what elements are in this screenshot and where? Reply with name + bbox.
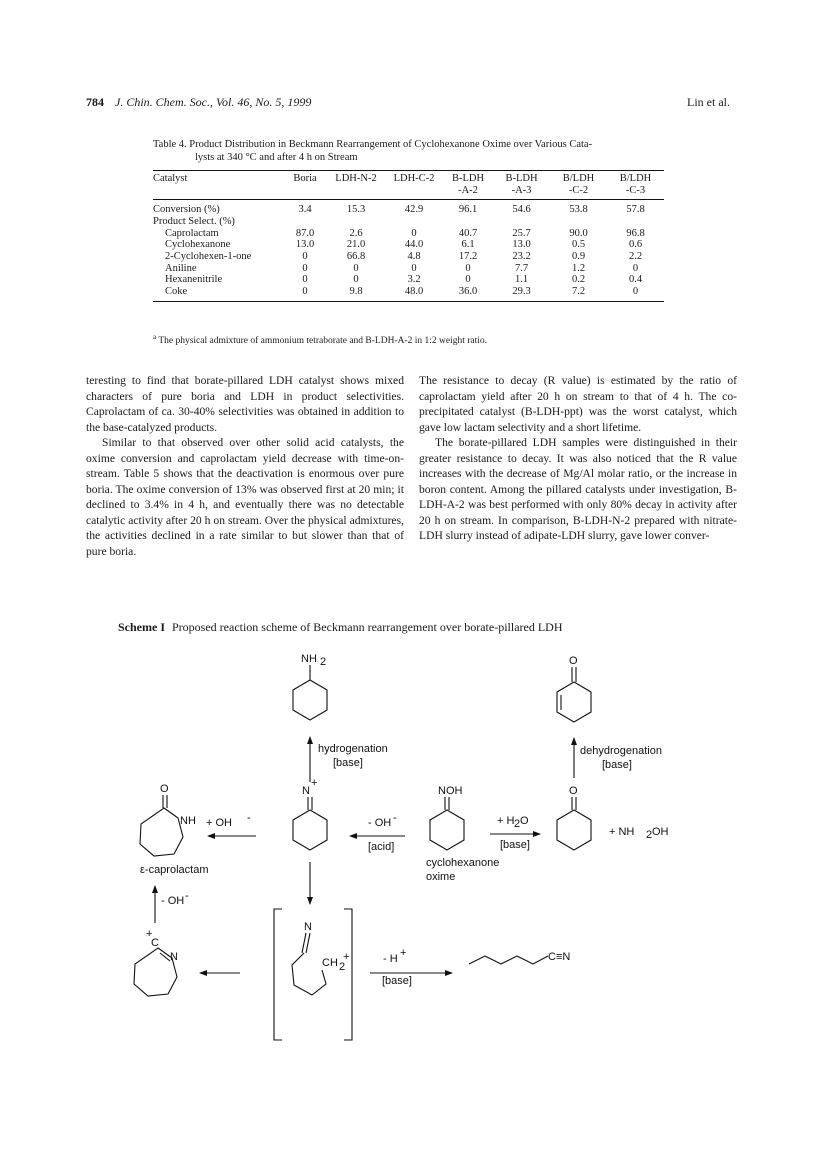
- reaction-scheme-diagram: [0, 640, 816, 1080]
- svg-text:2: 2: [514, 818, 521, 830]
- svg-text:-: -: [185, 890, 189, 902]
- svg-text:+: +: [400, 947, 407, 959]
- svg-text:cyclohexanone: cyclohexanone: [426, 857, 500, 869]
- svg-text:hydrogenation: hydrogenation: [318, 743, 388, 755]
- cyclohexylamine-structure: [293, 653, 327, 720]
- column-header: B-LDH -A-3: [493, 171, 550, 200]
- svg-text:OH: OH: [652, 826, 669, 838]
- svg-text:oxime: oxime: [426, 871, 456, 883]
- svg-text:CH: CH: [322, 957, 338, 969]
- paragraph: The borate-pillared LDH samples were distinguished in their greater resistance to decay. It was also noticed that the R value increases with the decrease of Mg/Al molar ratio, or the increase in boron content. Among the pillared catalysts under investigation, B-LDH-A-2 was best performed with only 80% decay in activity after 20 h on stream. In comparison, B-LDH-N-2 prepared with nitrate-LDH slurry instead of adipate-LDH slurry, gave lower conver-: [419, 436, 737, 542]
- table-row: Caprolactam 87.0 2.6 0 40.7 25.7 90.0 96.8: [165, 227, 645, 239]
- svg-text:C≡N: C≡N: [548, 951, 571, 963]
- table-row: Conversion (%) 3.4 15.3 42.9 96.1 54.6 53.8 57.8: [153, 204, 645, 216]
- svg-text:ε-caprolactam: ε-caprolactam: [140, 864, 209, 876]
- body-column-right: [419, 373, 737, 544]
- svg-text:+ OH: + OH: [206, 817, 232, 829]
- column-header: Boria: [283, 171, 327, 200]
- svg-text:2: 2: [646, 829, 653, 841]
- paragraph: The resistance to decay (R value) is estimated by the ratio of caprolactam yield after 20 h on stream to that of 4 h. The co-precipitated catalyst (B-LDH-ppt) was the worst catalyst, which gave low lactam selectivity and a short lifetime.: [419, 374, 737, 434]
- svg-text:O: O: [569, 785, 578, 797]
- svg-text:-: -: [393, 812, 397, 824]
- table-caption-line-2: lysts at 340 °C and after 4 h on Stream: [195, 152, 358, 163]
- svg-text:- OH: - OH: [368, 817, 392, 829]
- product-distribution-table: [153, 170, 664, 302]
- hexanenitrile-structure: [469, 951, 570, 964]
- svg-text:+ H: + H: [497, 815, 515, 827]
- body-column-left: [86, 373, 404, 559]
- svg-text:NH: NH: [180, 815, 196, 827]
- scheme-title: Proposed reaction scheme of Beckmann rearrangement over borate-pillared LDH: [172, 620, 563, 634]
- paragraph: Similar to that observed over other solid acid catalysts, the oxime conversion and caprolactam yield decrease with time-on-stream. Table 5 shows that the deactivation is enormous over pure boria. The oxime conversion of 13% was observed first at 20 min; it declined to 3.4% in 4 h, and eventually there was no detectable catalytic activity after 20 h on stream. Over the physical admixtures, the activities declined in a rate similar to but slower than that of pure boria.: [86, 436, 404, 558]
- table-row: Cyclohexanone 13.0 21.0 44.0 6.1 13.0 0.5 0.6: [165, 239, 643, 251]
- table-caption: [153, 138, 663, 164]
- svg-text:-: -: [247, 812, 251, 824]
- column-header: Catalyst: [153, 171, 283, 200]
- svg-text:N: N: [302, 785, 310, 797]
- table-row: Product Select. (%): [153, 215, 235, 227]
- footnote-marker: a: [153, 333, 157, 341]
- scheme-label: Scheme I: [118, 620, 165, 634]
- svg-text:[acid]: [acid]: [368, 841, 395, 853]
- page-number: 784: [86, 95, 104, 109]
- column-header: B/LDH -C-3: [607, 171, 664, 200]
- running-header: [86, 95, 730, 115]
- table-row: Aniline 0 0 0 0 7.7 1.2 0: [165, 262, 639, 274]
- cyclohexenone-structure: [557, 655, 591, 722]
- svg-text:- H: - H: [383, 953, 398, 965]
- svg-text:O: O: [160, 783, 169, 795]
- svg-text:2: 2: [339, 961, 346, 973]
- table-body: [153, 200, 664, 302]
- svg-text:NOH: NOH: [438, 785, 463, 797]
- column-header: B-LDH -A-2: [443, 171, 493, 200]
- footnote-text: The physical admixture of ammonium tetraborate and B-LDH-A-2 in 1:2 weight ratio.: [158, 336, 488, 347]
- svg-text:+ NH: + NH: [609, 826, 635, 838]
- svg-text:C: C: [151, 937, 159, 949]
- svg-text:O: O: [569, 655, 578, 667]
- table-header-row: [153, 171, 664, 200]
- column-header: LDH-C-2: [385, 171, 443, 200]
- journal-citation: J. Chin. Chem. Soc., Vol. 46, No. 5, 1999: [115, 95, 312, 109]
- cyclohexanone-structure: [557, 785, 591, 850]
- caprolactam-structure: [140, 783, 196, 856]
- table-row: Coke 0 9.8 48.0 36.0 29.3 7.2 0: [153, 286, 664, 301]
- column-header: LDH-N-2: [327, 171, 385, 200]
- svg-text:[base]: [base]: [382, 975, 412, 987]
- svg-text:+: +: [343, 951, 350, 963]
- column-header: B/LDH -C-2: [550, 171, 607, 200]
- svg-text:+: +: [311, 777, 318, 789]
- svg-text:O: O: [520, 815, 529, 827]
- svg-text:dehydrogenation: dehydrogenation: [580, 745, 662, 757]
- running-authors: Lin et al.: [687, 95, 730, 109]
- svg-text:[base]: [base]: [500, 839, 530, 851]
- nitrenium-ion-structure: [293, 777, 327, 850]
- svg-text:+: +: [146, 928, 153, 940]
- open-chain-intermediate: [274, 909, 352, 1040]
- table-row: Hexanenitrile 0 0 3.2 0 1.1 0.2 0.4: [165, 274, 643, 286]
- table-footnote: [153, 333, 487, 346]
- cyclohexanone-oxime-structure: [430, 785, 464, 850]
- svg-text:N: N: [304, 921, 312, 933]
- svg-text:[base]: [base]: [602, 759, 632, 771]
- scheme-caption: [118, 620, 563, 635]
- svg-text:- OH: - OH: [161, 895, 185, 907]
- svg-text:2: 2: [320, 656, 327, 668]
- table-caption-line-1: Table 4. Product Distribution in Beckmann Rearrangement of Cyclohexanone Oxime over Various Cata-: [153, 139, 593, 150]
- svg-text:[base]: [base]: [333, 757, 363, 769]
- paragraph: teresting to find that borate-pillared LDH catalyst shows mixed characters of pure boria and LDH in product selectivities. Caprolactam of ca. 30-40% selectivities was obtained in addition to the base-catalyzed products.: [86, 374, 404, 434]
- table-row: 2-Cyclohexen-1-one 0 66.8 4.8 17.2 23.2 0.9 2.2: [165, 250, 643, 262]
- cyclic-imine-cation-structure: [134, 928, 178, 996]
- svg-text:N: N: [170, 951, 178, 963]
- svg-text:NH: NH: [301, 653, 317, 665]
